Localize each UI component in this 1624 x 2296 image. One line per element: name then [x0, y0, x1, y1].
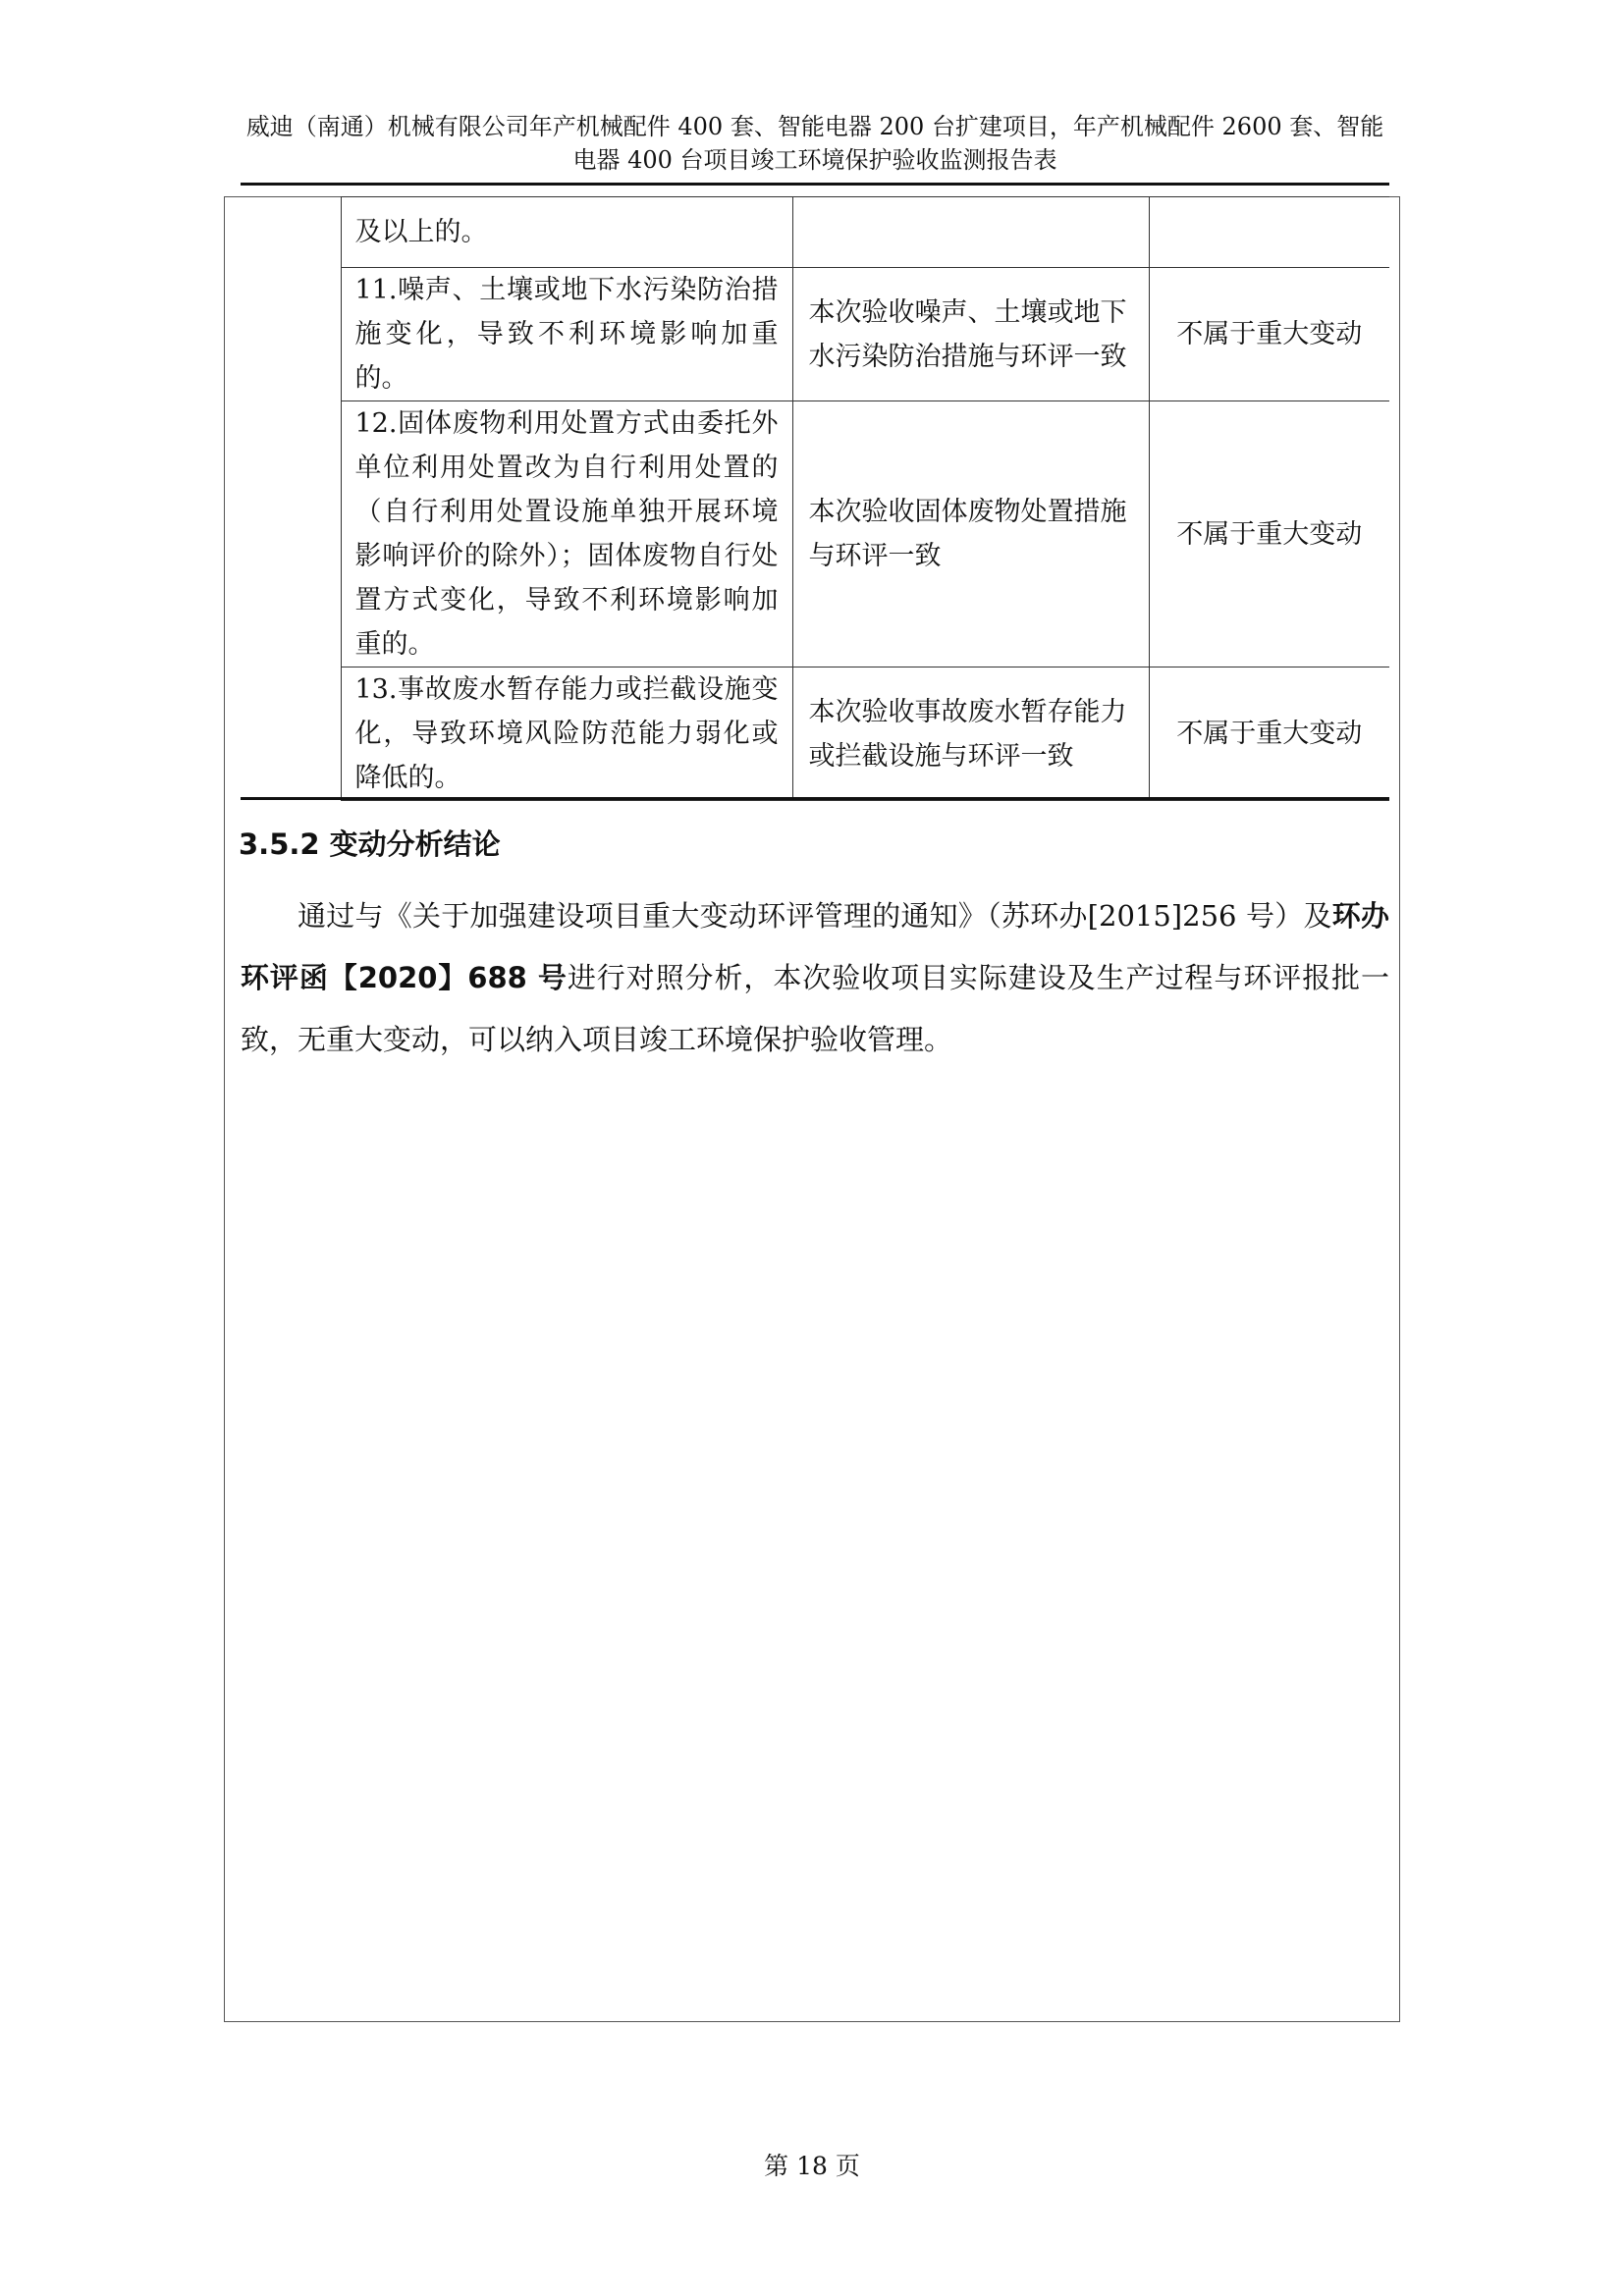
table-row — [241, 667, 1389, 801]
table-cell-verdict: 不属于重大变动 — [1149, 268, 1389, 401]
table-cell-item: 13.事故废水暂存能力或拦截设施变化，导致环境风险防范能力弱化或降低的。 — [341, 667, 792, 801]
page-header — [241, 110, 1389, 177]
table-row — [241, 197, 1389, 268]
table-row — [241, 401, 1389, 667]
table-cell-verdict: 不属于重大变动 — [1149, 667, 1389, 801]
table-cell-check: 本次验收固体废物处置措施与环评一致 — [792, 401, 1149, 667]
header-rule — [241, 183, 1389, 186]
table-cell-item: 12.固体废物利用处置方式由委托外单位利用处置改为自行利用处置的（自行利用处置设施单独开展环境影响评价的除外）；固体废物自行处置方式变化，导致不利环境影响加重的。 — [341, 401, 792, 667]
table-cell-blank — [241, 401, 341, 667]
table-cell-blank — [241, 268, 341, 401]
change-analysis-table — [241, 196, 1389, 801]
table-cell-verdict — [1149, 197, 1389, 268]
table-cell-item: 及以上的。 — [341, 197, 792, 268]
conclusion-paragraph — [241, 885, 1389, 1071]
header-title-line-2: 电器 400 台项目竣工环境保护验收监测报告表 — [572, 146, 1057, 174]
table-cell-item: 11.噪声、土壤或地下水污染防治措施变化，导致不利环境影响加重的。 — [341, 268, 792, 401]
table-bottom-rule — [241, 797, 1389, 800]
paragraph-text-part-2: 进行对照分析，本次验收项目实际建设及生产过程与环评报批一致，无重大变动，可以纳入项目竣工环境保护验收管理。 — [241, 961, 1389, 1056]
table-row — [241, 268, 1389, 401]
table-cell-blank — [241, 197, 341, 268]
table-cell-check: 本次验收噪声、土壤或地下水污染防治措施与环评一致 — [792, 268, 1149, 401]
table-cell-check: 本次验收事故废水暂存能力或拦截设施与环评一致 — [792, 667, 1149, 801]
table-cell-blank — [241, 667, 341, 801]
page-number: 第 18 页 — [764, 2152, 860, 2180]
table-cell-verdict: 不属于重大变动 — [1149, 401, 1389, 667]
section-heading: 3.5.2 变动分析结论 — [239, 828, 501, 861]
paragraph-bold-reference: 环办环评函【2020】688 号 — [241, 899, 1389, 994]
paragraph-text-part-1: 通过与《关于加强建设项目重大变动环评管理的通知》（苏环办[2015]256 号）及 — [298, 899, 1332, 933]
table-cell-check — [792, 197, 1149, 268]
header-title-line-1: 威迪（南通）机械有限公司年产机械配件 400 套、智能电器 200 台扩建项目，年产机械配件 2600 套、智能 — [245, 113, 1384, 140]
